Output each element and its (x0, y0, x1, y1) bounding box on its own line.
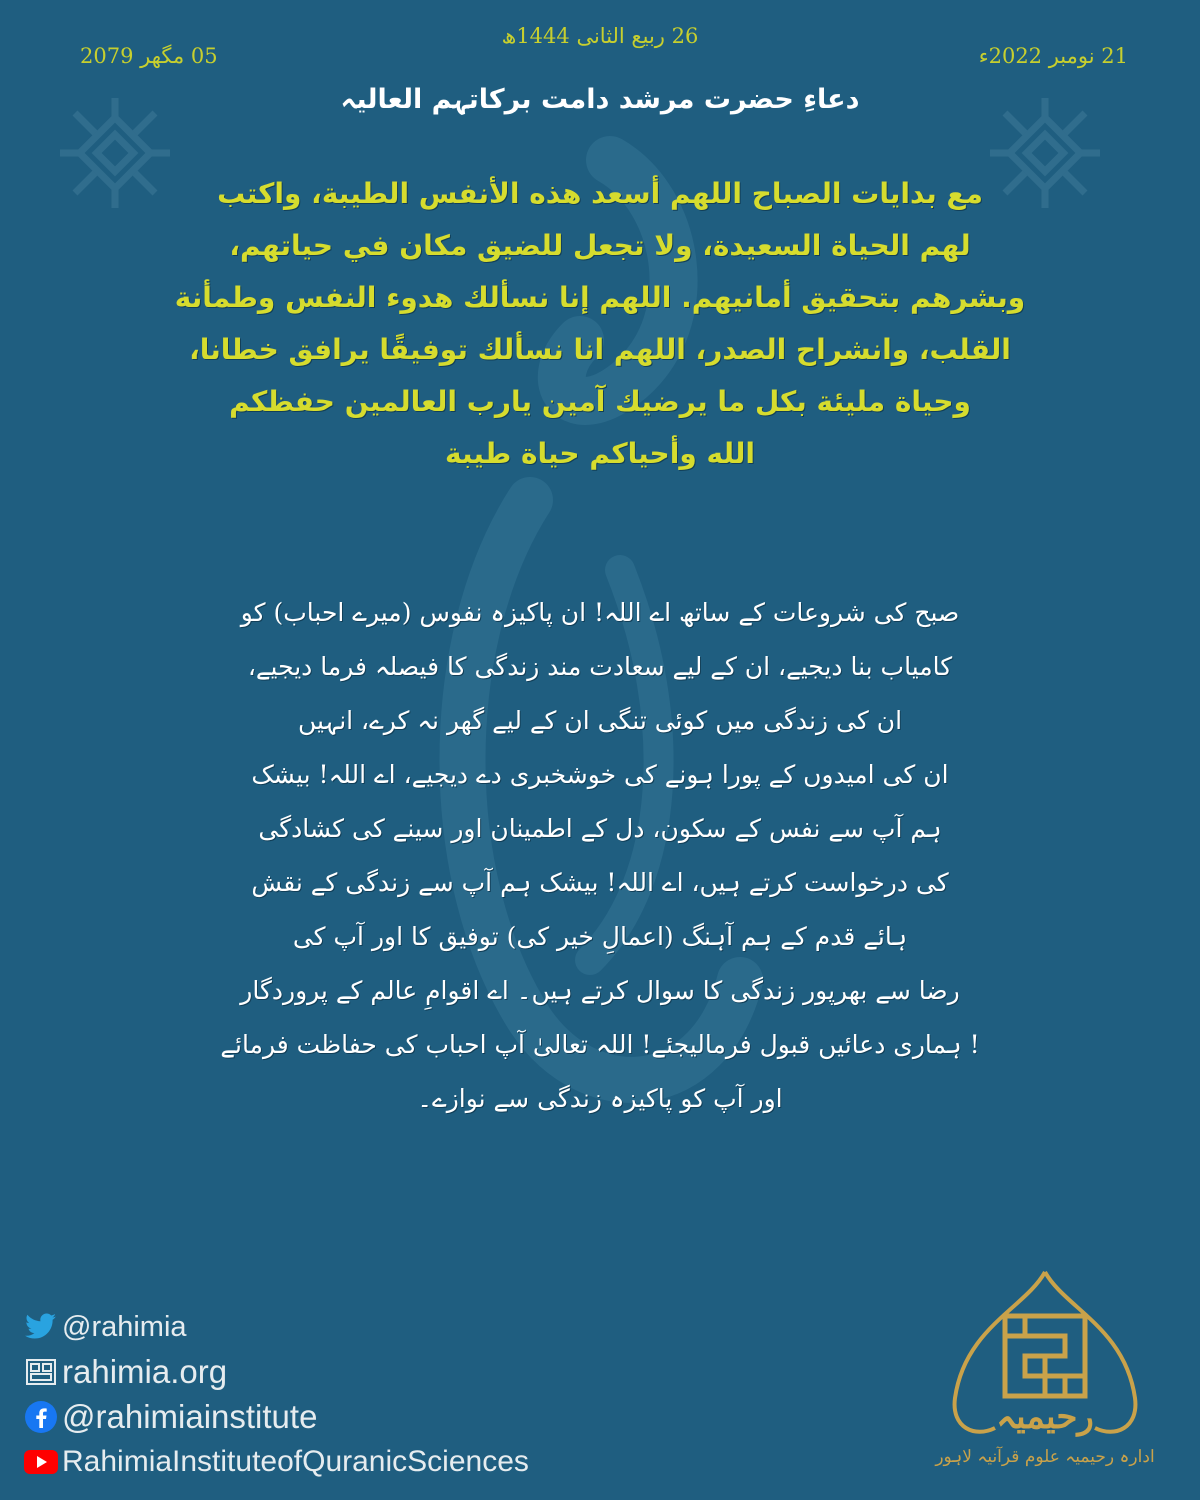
website-link[interactable] (24, 1351, 529, 1393)
urdu-line: ہائے قدم کے ہم آہنگ (اعمالِ خیر کی) توفیق کا اور آپ کی (292, 922, 908, 951)
arabic-dua-text (170, 168, 1030, 480)
youtube-icon (24, 1445, 58, 1479)
urdu-line: کی درخواست کرتے ہیں، اے اللہ! بیشک ہم آپ سے زندگی کے نقش (251, 868, 949, 897)
urdu-line: صبح کی شروعات کے ساتھ اے اللہ! ان پاکیزہ نفوس (میرے احباب) کو (240, 598, 960, 627)
facebook-link[interactable] (24, 1396, 529, 1438)
hijri-date: 26 ربیع الثانی 1444ھ (501, 24, 699, 48)
urdu-line: ہم آپ سے نفس کے سکون، دل کے اطمینان اور سینے کی کشادگی (258, 814, 942, 843)
facebook-handle: @rahimiainstitute (62, 1398, 318, 1435)
youtube-channel: RahimiaInstituteofQuranicSciences (62, 1445, 529, 1478)
twitter-icon (24, 1310, 58, 1344)
arabic-line: لهم الحياة السعيدة، ولا تجعل للضيق مكان في حياتهم، (229, 229, 971, 262)
facebook-icon (24, 1400, 58, 1434)
arabic-line: وبشرهم بتحقيق أمانيهم. اللهم إنا نسألك هدوء النفس وطمأنة (174, 281, 1026, 314)
urdu-line: کامیاب بنا دیجیے، ان کے لیے سعادت مند زندگی کا فیصلہ فرما دیجیے، (247, 652, 953, 681)
logo-subtitle: ادارہ رحیمیہ علوم قرآنیہ لاہور (935, 1447, 1155, 1467)
dua-heading: دعاءِ حضرت مرشد دامت برکاتہم العالیہ (340, 84, 860, 115)
arabic-line: مع بدايات الصباح اللهم أسعد هذه الأنفس الطيبة، واكتب (217, 177, 983, 210)
urdu-line: ان کی زندگی میں کوئی تنگی ان کے لیے گھر نہ کرے، انہیں (297, 706, 903, 735)
twitter-handle: @rahimia (62, 1310, 187, 1343)
urdu-line: رضا سے بھرپور زندگی کا سوال کرتے ہیں۔ اے اقوامِ عالم کے پروردگار (240, 976, 960, 1005)
urdu-line: اور آپ کو پاکیزہ زندگی سے نوازے۔ (417, 1084, 783, 1113)
urdu-line: ان کی امیدوں کے پورا ہونے کی خوشخبری دے دیجیے، اے اللہ! بیشک (251, 760, 949, 789)
logo-wordmark: رحیمیہ (996, 1397, 1094, 1437)
arabic-line: وحياة مليئة بكل ما يرضيك آمين يارب العالمين حفظكم (229, 385, 971, 418)
bikrami-date: 05 مگھر 2079 (80, 44, 218, 68)
urdu-translation-text (170, 586, 1030, 1126)
social-links (24, 1306, 529, 1486)
arabic-line: القلب، وانشراح الصدر، اللهم انا نسألك توفيقًا يرافق خطانا، (189, 333, 1011, 366)
twitter-link[interactable] (24, 1306, 529, 1348)
youtube-link[interactable] (24, 1441, 529, 1483)
gregorian-date: 21 نومبر 2022ء (978, 44, 1128, 68)
urdu-line: ! ہماری دعائیں قبول فرمالیجئے! اللہ تعالیٰ آپ احباب کی حفاظت فرمائے (220, 1030, 980, 1059)
web-icon (24, 1355, 58, 1389)
website-url: rahimia.org (62, 1353, 228, 1390)
rahimia-institute-logo (905, 1268, 1185, 1490)
arabic-line: الله وأحياكم حياة طيبة (445, 437, 755, 470)
